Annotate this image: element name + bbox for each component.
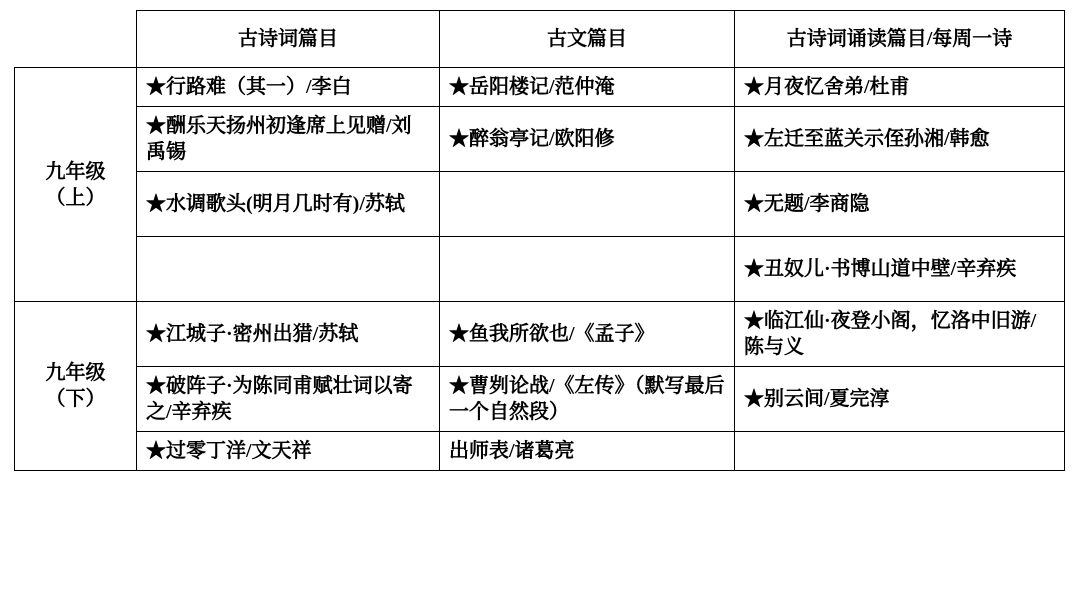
cell-recite xyxy=(735,432,1065,471)
grade-label-line2: （上） xyxy=(45,186,106,209)
table-row xyxy=(15,172,1065,237)
cell-recite: ★无题/李商隐 xyxy=(735,172,1065,237)
grade-label-lower xyxy=(15,302,137,471)
cell-prose: 出师表/诸葛亮 xyxy=(440,432,735,471)
cell-prose: ★岳阳楼记/范仲淹 xyxy=(440,68,735,107)
header-recite: 古诗词诵读篇目/每周一诗 xyxy=(735,11,1065,68)
table-row xyxy=(15,367,1065,432)
cell-recite: ★左迁至蓝关示侄孙湘/韩愈 xyxy=(735,107,1065,172)
table-row xyxy=(15,68,1065,107)
table-row xyxy=(15,302,1065,367)
table-header-row xyxy=(15,11,1065,68)
grade-label-line2: （下） xyxy=(45,388,106,410)
header-prose: 古文篇目 xyxy=(440,11,735,68)
cell-poetry: ★水调歌头(明月几时有)/苏轼 xyxy=(137,172,440,237)
cell-prose xyxy=(440,237,735,302)
cell-prose: ★醉翁亭记/欧阳修 xyxy=(440,107,735,172)
header-poetry: 古诗词篇目 xyxy=(137,11,440,68)
document-page xyxy=(0,10,1080,594)
cell-recite: ★月夜忆舍弟/杜甫 xyxy=(735,68,1065,107)
cell-recite: ★别云间/夏完淳 xyxy=(735,367,1065,432)
cell-poetry: ★江城子·密州出猎/苏轼 xyxy=(137,302,440,367)
cell-recite: ★丑奴儿·书博山道中壁/辛弃疾 xyxy=(735,237,1065,302)
cell-prose: ★鱼我所欲也/《孟子》 xyxy=(440,302,735,367)
grade-label-line1: 九年级 xyxy=(45,160,106,183)
table-row xyxy=(15,237,1065,302)
cell-poetry: ★行路难（其一）/李白 xyxy=(137,68,440,107)
poem-list-table xyxy=(14,10,1065,471)
cell-prose xyxy=(440,172,735,237)
cell-poetry xyxy=(137,237,440,302)
cell-recite: ★临江仙·夜登小阁，忆洛中旧游/陈与义 xyxy=(735,302,1065,367)
cell-poetry: ★过零丁洋/文天祥 xyxy=(137,432,440,471)
table-row xyxy=(15,107,1065,172)
cell-poetry: ★酬乐天扬州初逢席上见赠/刘禹锡 xyxy=(137,107,440,172)
cell-poetry: ★破阵子·为陈同甫赋壮词以寄之/辛弃疾 xyxy=(137,367,440,432)
cell-prose: ★曹刿论战/《左传》（默写最后一个自然段） xyxy=(440,367,735,432)
table-row xyxy=(15,432,1065,471)
grade-label-line1: 九年级 xyxy=(45,362,106,384)
header-corner-cell xyxy=(15,11,137,68)
grade-label-upper xyxy=(15,68,137,302)
